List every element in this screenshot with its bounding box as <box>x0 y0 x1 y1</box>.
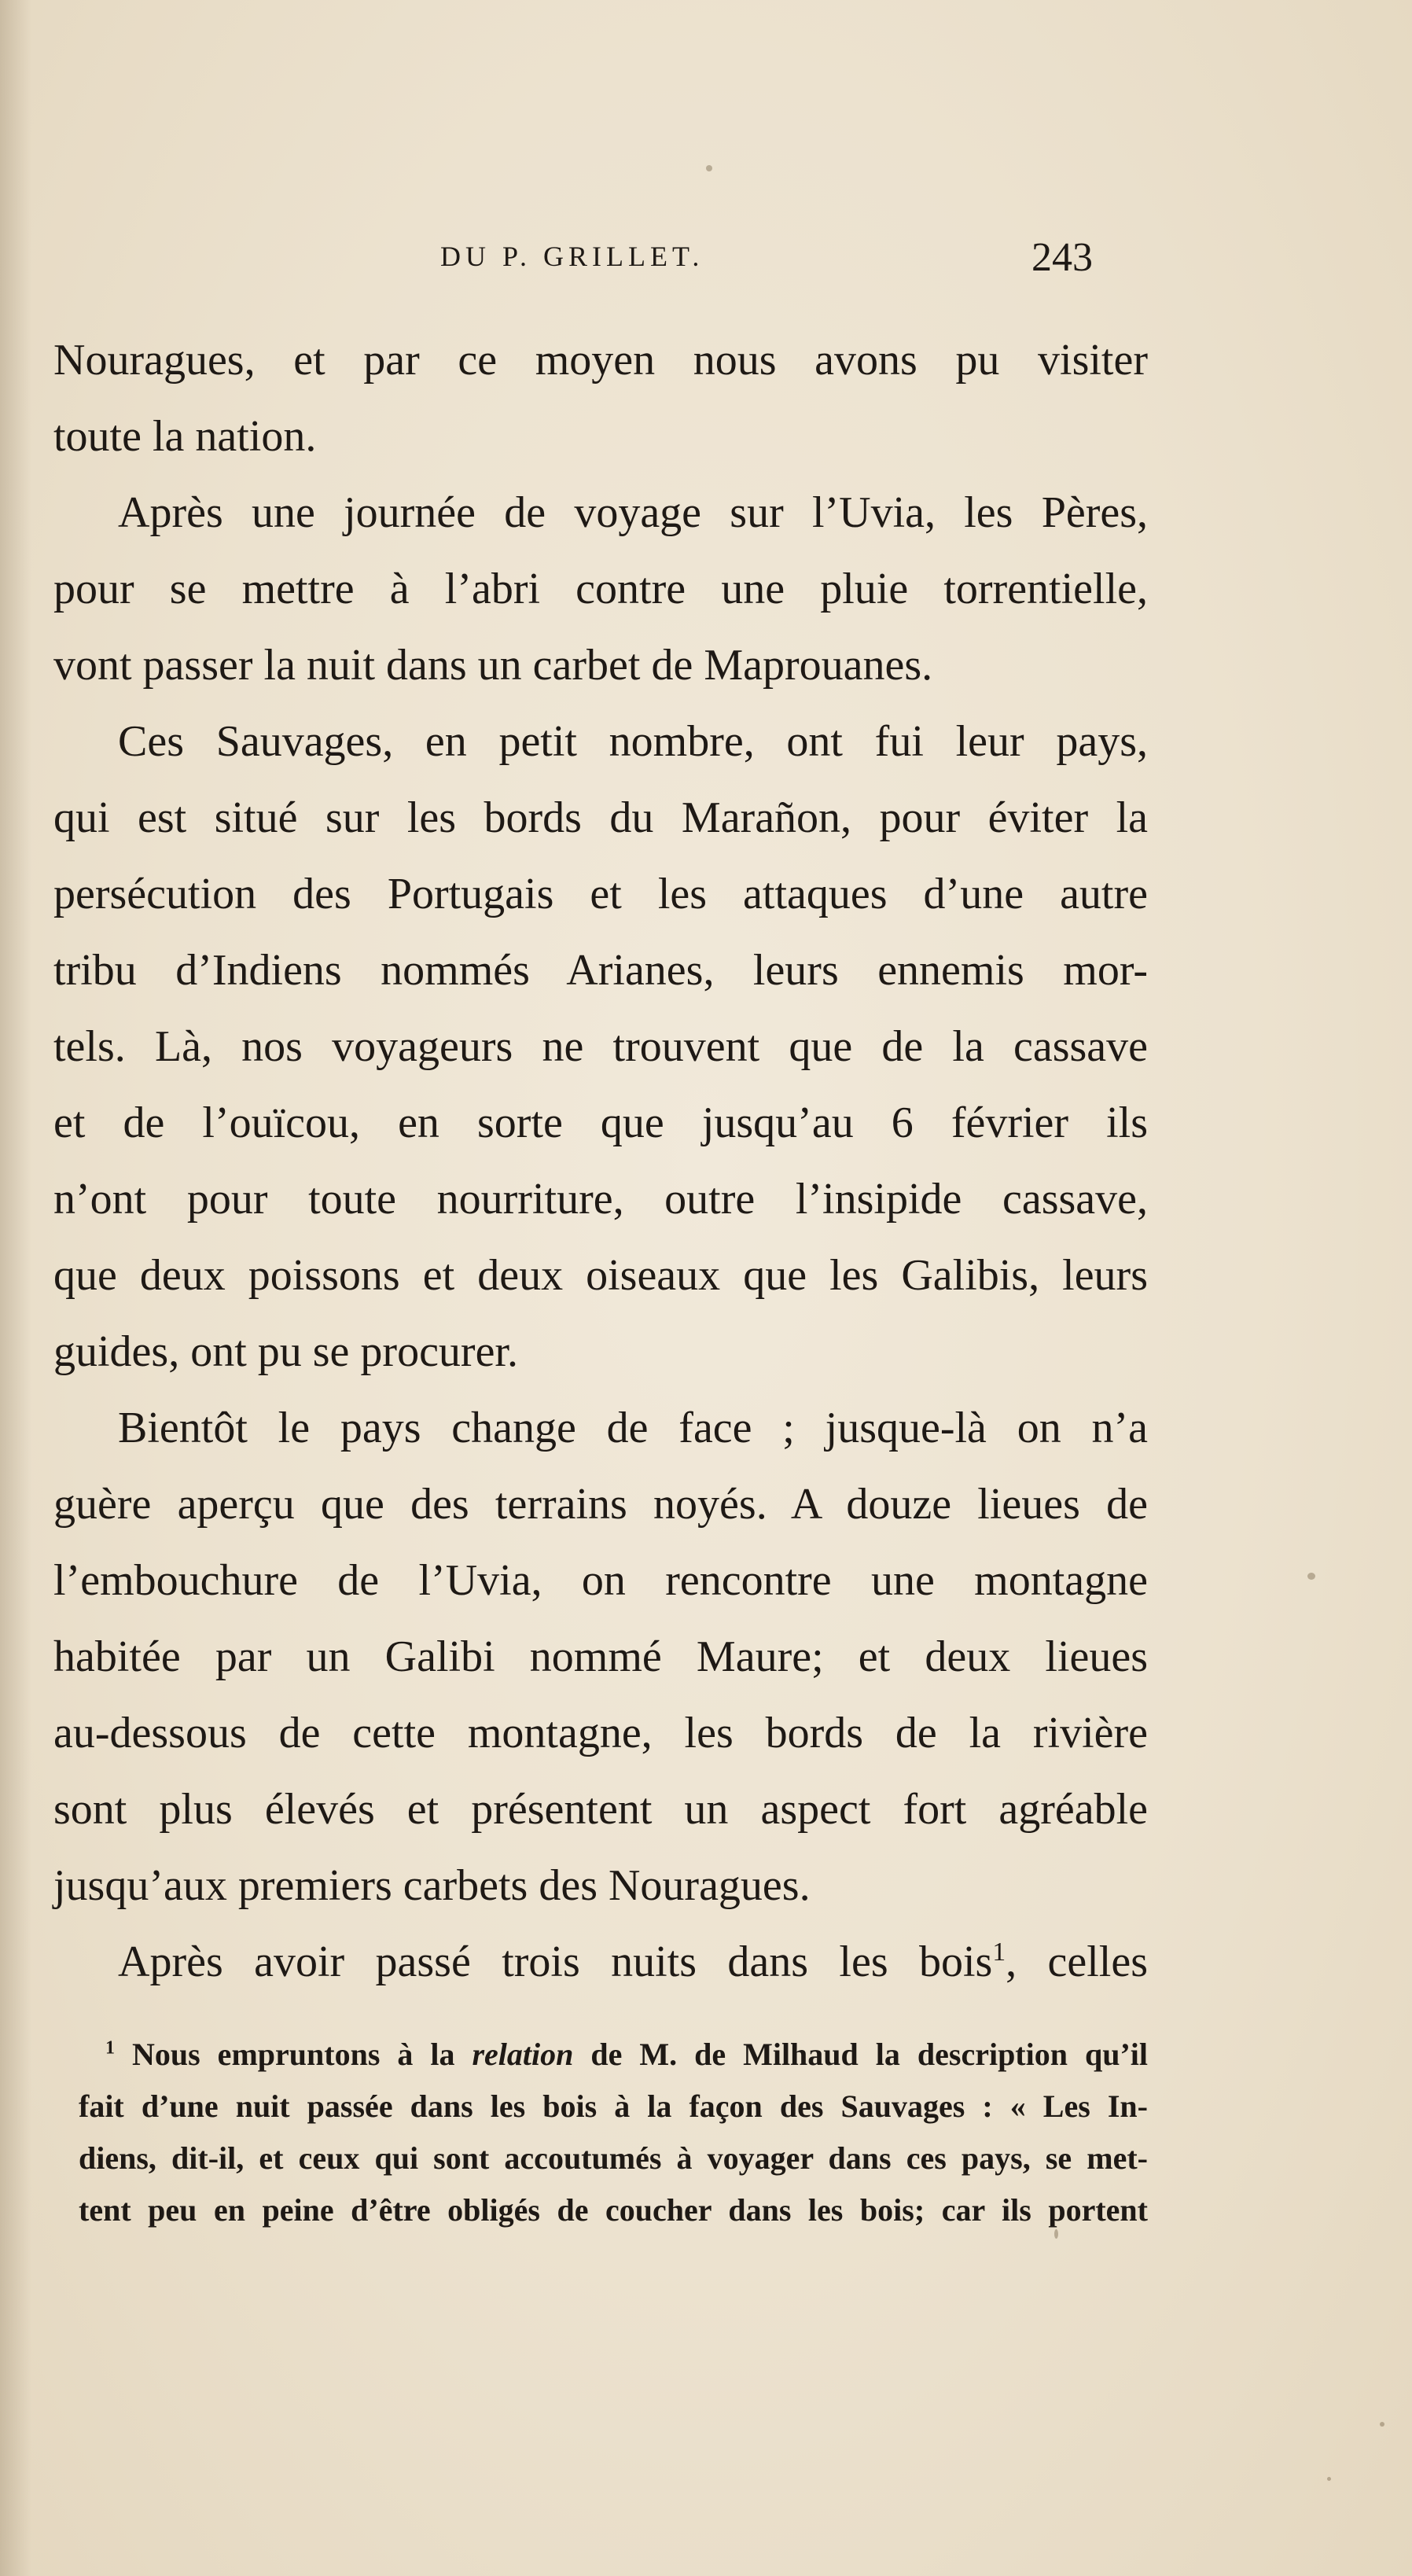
text-line: guides, ont pu se procurer. <box>53 1327 518 1376</box>
footnote-line: fait d’une nuit passée dans les bois à la façon des Sauvages : « Les In- <box>79 2088 1148 2124</box>
text-line: au-dessous de cette montagne, les bords de la rivière <box>53 1709 1148 1757</box>
footnote-line: diens, dit-il, et ceux qui sont accoutumés à voyager dans ces pays, se met- <box>79 2140 1148 2176</box>
text-line-part: , celles <box>1006 1938 1148 1986</box>
text-line: l’embouchure de l’Uvia, on rencontre une montagne <box>53 1556 1148 1605</box>
text-line: guère aperçu que des terrains noyés. A douze lieues de <box>53 1480 1148 1529</box>
page-number: 243 <box>1031 235 1093 280</box>
footnote-text: de M. de Milhaud la description qu’il <box>573 2037 1149 2072</box>
text-line: Bientôt le pays change de face ; jusque-là on n’a <box>118 1404 1148 1452</box>
footnote <box>79 2029 1148 2236</box>
text-line: sont plus élevés et présentent un aspect fort agréable <box>53 1785 1148 1834</box>
paper-speck <box>706 165 712 171</box>
text-line <box>53 1924 1148 2000</box>
paper-speck <box>1327 2477 1331 2481</box>
footnote-marker: 1 <box>105 2037 115 2059</box>
text-line: et de l’ouïcou, en sorte que jusqu’au 6 février ils <box>53 1098 1148 1147</box>
text-line: tribu d’Indiens nommés Arianes, leurs ennemis mor- <box>53 946 1148 995</box>
footnote-italic-text: relation <box>472 2037 574 2072</box>
footnote-reference[interactable]: 1 <box>992 1937 1006 1967</box>
text-line: que deux poissons et deux oiseaux que les Galibis, leurs <box>53 1251 1148 1300</box>
text-line-part: Après avoir passé trois nuits dans les bois <box>118 1938 993 1986</box>
body-text <box>53 322 1148 2000</box>
text-line: vont passer la nuit dans un carbet de Maprouanes. <box>53 641 933 690</box>
paper-speck <box>1054 2229 1058 2239</box>
text-line: tels. Là, nos voyageurs ne trouvent que de la cassave <box>53 1022 1148 1071</box>
footnote-line <box>79 2029 1148 2081</box>
text-line: persécution des Portugais et les attaques d’une autre <box>53 870 1148 918</box>
text-line: n’ont pour toute nourriture, outre l’insipide cassave, <box>53 1175 1148 1224</box>
text-line: qui est situé sur les bords du Marañon, pour éviter la <box>53 793 1148 842</box>
footnote-text: Nous empruntons à la <box>132 2037 473 2072</box>
text-line: habitée par un Galibi nommé Maure; et deux lieues <box>53 1632 1148 1681</box>
text-line: Ces Sauvages, en petit nombre, ont fui leur pays, <box>118 717 1148 766</box>
text-line: jusqu’aux premiers carbets des Nouragues. <box>53 1861 811 1910</box>
running-head: DU P. GRILLET. <box>440 241 704 272</box>
gutter-shadow <box>0 0 31 2576</box>
text-line: toute la nation. <box>53 412 317 461</box>
paper-speck <box>1307 1573 1315 1580</box>
footnote-line: tent peu en peine d’être obligés de coucher dans les bois; car ils portent <box>79 2192 1148 2228</box>
text-line: Nouragues, et par ce moyen nous avons pu visiter <box>53 336 1148 385</box>
text-line: Après une journée de voyage sur l’Uvia, les Pères, <box>118 488 1148 537</box>
paper-speck <box>1380 2422 1384 2427</box>
text-line: pour se mettre à l’abri contre une pluie torrentielle, <box>53 565 1148 613</box>
